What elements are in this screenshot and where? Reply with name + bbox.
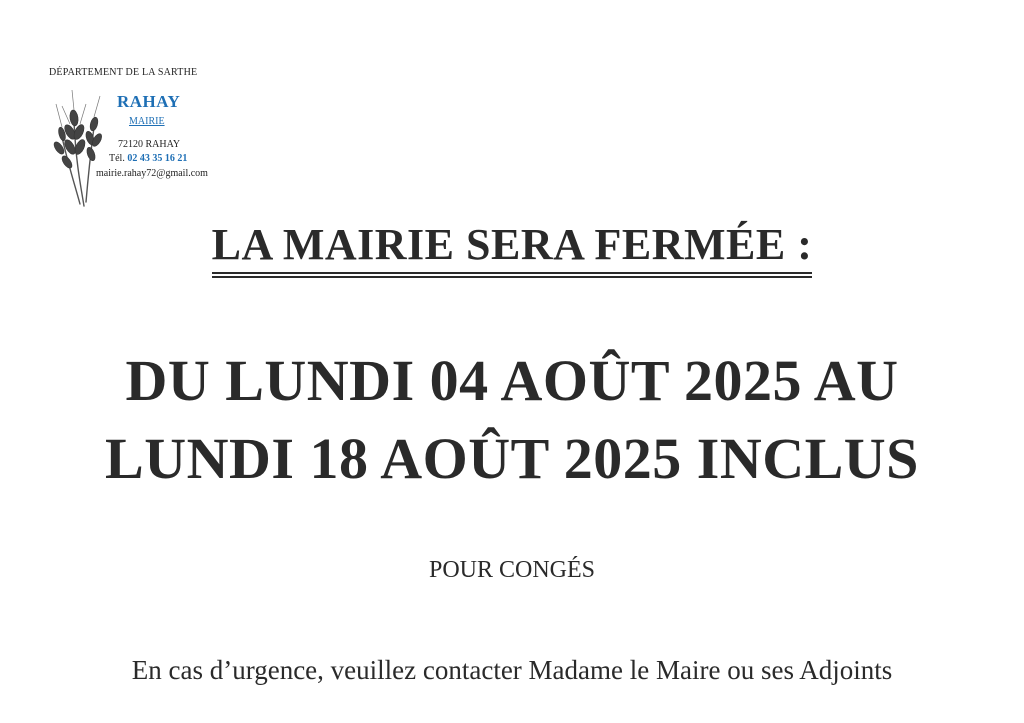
postal-address: 72120 RAHAY <box>118 139 181 150</box>
emergency-contact-note: En cas d’urgence, veuillez contacter Madame le Maire ou ses Adjoints <box>131 655 893 685</box>
closure-reason: POUR CONGÉS <box>428 557 596 583</box>
phone-number: 02 43 35 16 21 <box>127 153 188 164</box>
mairie-label: MAIRIE <box>129 116 165 127</box>
phone-prefix: Tél. <box>109 153 125 164</box>
headline <box>0 222 1024 278</box>
closure-dates <box>0 342 1024 498</box>
date-line-2: LUNDI 18 AOÛT 2025 INCLUS <box>105 426 919 491</box>
headline-text: LA MAIRIE SERA FERMÉE : <box>212 222 813 278</box>
date-line-1: DU LUNDI 04 AOÛT 2025 AU <box>125 348 899 413</box>
email-address: mairie.rahay72@gmail.com <box>96 168 208 179</box>
phone-line <box>109 153 187 164</box>
town-name: RAHAY <box>117 92 181 111</box>
letterhead <box>40 62 240 212</box>
wheat-ear-icon <box>50 82 110 207</box>
department-label: DÉPARTEMENT DE LA SARTHE <box>49 67 198 78</box>
